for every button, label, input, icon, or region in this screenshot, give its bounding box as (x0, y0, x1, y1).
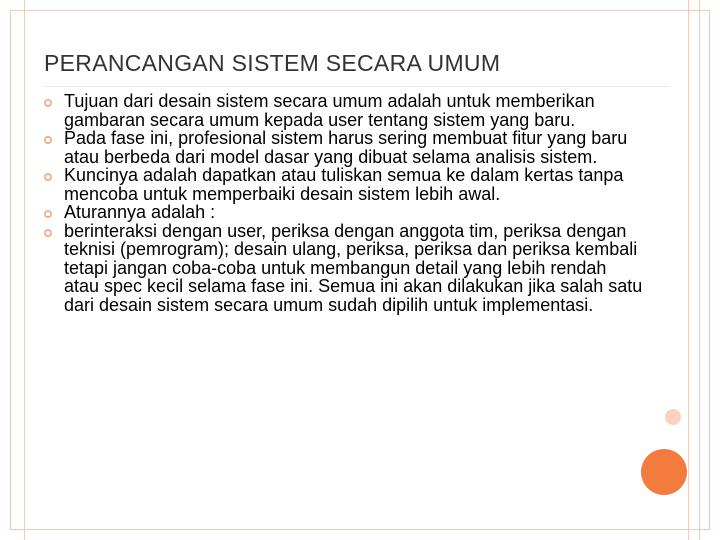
open-circle-icon (44, 210, 52, 218)
list-item (44, 222, 644, 315)
bullet-text: Tujuan dari desain sistem secara umum adalah untuk memberikan gambaran secara umum kepada user tentang sistem yang baru. (64, 91, 595, 130)
list-item (44, 129, 644, 166)
open-circle-icon (44, 173, 52, 181)
decorative-large-circle (641, 449, 687, 495)
bullet-text: Pada fase ini, profesional sistem harus sering membuat fitur yang baru atau berbeda dari model dasar yang dibuat selama analisis sistem. (64, 128, 628, 167)
right-divider-line (688, 0, 689, 540)
open-circle-icon (44, 99, 52, 107)
title-rule (44, 86, 670, 87)
bullet-text: Aturannya adalah : (64, 202, 216, 222)
open-circle-icon (44, 136, 52, 144)
bullet-text: Kuncinya adalah dapatkan atau tuliskan semua ke dalam kertas tanpa mencoba untuk memperbaiki desain sistem lebih awal. (64, 165, 624, 204)
list-item (44, 203, 644, 222)
list-item (44, 92, 644, 129)
slide-title: PERANCANGAN SISTEM SECARA UMUM (44, 50, 501, 76)
open-circle-icon (44, 229, 52, 237)
bullet-list (44, 92, 644, 314)
bullet-text: berinteraksi dengan user, periksa dengan anggota tim, periksa dengan teknisi (pemrogram); desain ulang, periksa, periksa dan periksa kembali tetapi jangan coba-coba untuk membangun detail yang lebih rendah atau spec kecil selama fase ini. Semua ini akan dilakukan jika salah satu dari desain sistem secara umum sudah dipilih untuk implementasi. (64, 220, 643, 315)
decorative-small-circle (665, 409, 681, 425)
list-item (44, 166, 644, 203)
